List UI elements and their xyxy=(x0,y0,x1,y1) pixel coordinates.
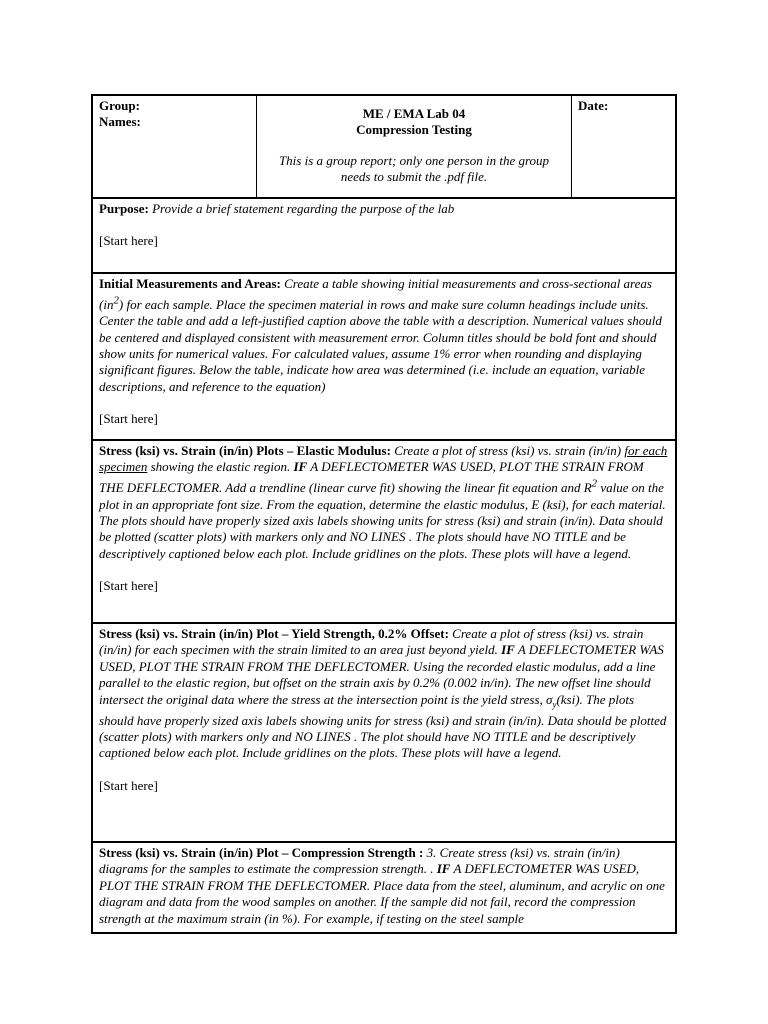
lab-report-table xyxy=(91,94,677,934)
yield-strength-section xyxy=(93,624,675,843)
submission-note: This is a group report; only one person in the group needs to submit the .pdf file. xyxy=(278,152,550,185)
group-label: Group: xyxy=(99,98,140,113)
lab-title: ME / EMA Lab 04 xyxy=(362,106,466,121)
group-names-cell xyxy=(93,96,257,197)
purpose-section xyxy=(93,199,675,274)
elastic-instructions: Create a plot of stress (ksi) vs. strain (in/in) for each specimen showing the elastic region. IF A DEFLECTOMETER WAS USED, PLOT THE STRAIN FROM THE DEFLECTOMER. Add a trendline (linear curve fit) showing the linear fit equation and $R^2$ value on the plot in an appropriate font size. From the equation, determine the elastic modulus, E (ksi), for each material. The plots should have properly sized axis labels showing units for stress (ksi) and strain (in/in). Data should be plotted (scatter plots) with markers only and NO LINES . The plots should have NO TITLE and be descriptively captioned below each plot. Include gridlines on the plots. These plots will have a legend. xyxy=(99,443,668,561)
purpose-heading: Purpose: xyxy=(99,201,149,216)
measurements-start-placeholder[interactable]: [Start here] xyxy=(99,411,158,427)
compression-strength-section xyxy=(93,843,675,932)
date-label: Date: xyxy=(578,98,609,113)
yield-heading: Stress (ksi) vs. Strain (in/in) Plot – Yield Strength, 0.2% Offset: xyxy=(99,626,449,641)
title-cell xyxy=(257,96,572,197)
yield-instructions: Create a plot of stress (ksi) vs. strain (in/in) for each specimen with the strain limited to an area just beyond yield. IF A DEFLECTOMETER WAS USED, PLOT THE STRAIN FROM THE DEFLECTOMER. Using the recorded elastic modulus, add a line parallel to the elastic region, but offset on the strain axis by 0.2% (0.002 in/in). The new offset line should intersect the original data where the stress at the intersection point is the yield stress, $\sigma_y(ksi)$. The plots should have properly sized axis labels showing units for stress (ksi) and strain (in/in). Data should be plotted (scatter plots) with markers only and NO LINES . The plot should have NO TITLE and be descriptively captioned below each plot. Include gridlines on the plots. These plots will have a legend. xyxy=(99,626,667,761)
lab-subtitle: Compression Testing xyxy=(356,122,472,138)
measurements-instructions: Create a table showing initial measurements and cross-sectional areas $(in^2)$ for each sample. Place the specimen material in rows and make sure column headings include units. Center the table and add a left-justified caption above the table with a description. Numerical values should be centered and displayed consistent with measurement error. Column titles should be bold font and should show units for numerical values. For calculated values, assume 1% error when rounding and displaying significant figures. Below the table, indicate how area was determined (i.e. include an equation, variable descriptions, and reference to the equation) xyxy=(99,276,662,394)
measurements-heading: Initial Measurements and Areas: xyxy=(99,276,281,291)
names-label: Names: xyxy=(99,114,141,130)
compression-instructions: 3. Create stress (ksi) vs. strain (in/in) diagrams for the samples to estimate the compression strength. . IF A DEFLECTOMETER WAS USED, PLOT THE STRAIN FROM THE DEFLECTOMER. Place data from the steel, aluminum, and acrylic on one diagram and data from the wood samples on another. If the sample did not fail, record the compression strength at the maximum strain (in %). For example, if testing on the steel sample xyxy=(99,845,665,926)
yield-stress-symbol: $\sigma_y(ksi)$ xyxy=(546,691,580,710)
report-header xyxy=(93,96,675,199)
elastic-modulus-section xyxy=(93,441,675,624)
purpose-start-placeholder[interactable]: [Start here] xyxy=(99,233,158,249)
purpose-instructions: Provide a brief statement regarding the purpose of the lab xyxy=(152,201,455,216)
elastic-start-placeholder[interactable]: [Start here] xyxy=(99,578,158,594)
elastic-heading: Stress (ksi) vs. Strain (in/in) Plots – Elastic Modulus: xyxy=(99,443,391,458)
compression-heading: Stress (ksi) vs. Strain (in/in) Plot – Compression Strength : xyxy=(99,845,424,860)
date-cell xyxy=(572,96,675,197)
measurements-section xyxy=(93,274,675,441)
yield-start-placeholder[interactable]: [Start here] xyxy=(99,777,158,793)
